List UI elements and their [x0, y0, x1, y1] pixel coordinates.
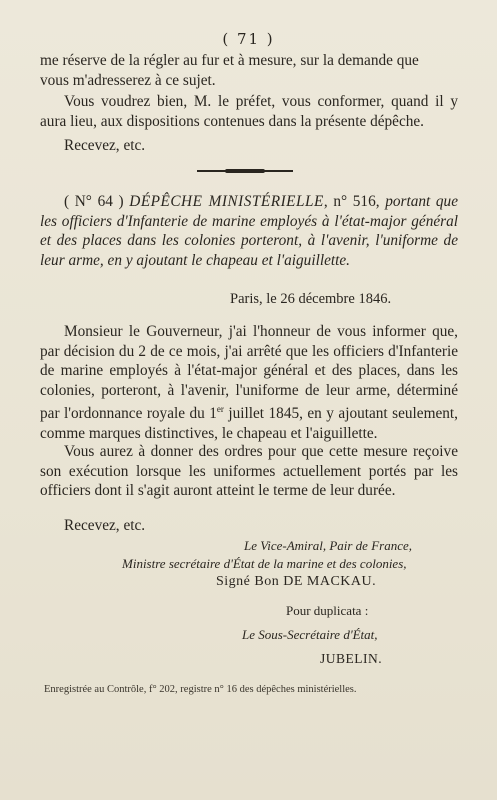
registration-footer: Enregistrée au Contrôle, f° 202, registre n° 16 des dépêches ministérielles. [44, 684, 357, 695]
page-number: ( 71 ) [222, 30, 275, 48]
continued-text [40, 51, 458, 90]
dispatch-number: ( N° 64 ) [64, 193, 124, 210]
closing-recevez-2: Recevez, etc. [64, 517, 146, 534]
text-line-1: me réserve de la régler au fur et à mesure, sur la demande que [40, 52, 419, 69]
section-separator [197, 170, 293, 172]
dateline: Paris, le 26 décembre 1846. [230, 291, 392, 307]
dispatch-heading [40, 192, 458, 270]
dispatch-ref: , n° 516, [323, 193, 386, 210]
signature-title-2: Ministre secrétaire d'État de la marine et des colonies, [122, 556, 407, 571]
sous-secretaire-title: Le Sous-Secrétaire d'État, [242, 627, 378, 642]
dispatch-subject: portant que les officiers d'Infanterie de marine employés à l'état-major général et des places dans les colonies porteront, à l'avenir, l'uniforme de leur arme, en y ajoutant le chapeau et l'aiguillette. [40, 193, 458, 269]
signature-signed: Signé Bon DE MACKAU. [216, 574, 377, 589]
duplicata-label: Pour duplicata : [286, 603, 369, 618]
dispatch-title: DÉPÊCHE MINISTÉRIELLE [129, 193, 324, 210]
closing-recevez-1: Recevez, etc. [64, 137, 146, 154]
text-line-2: vous m'adresserez à ce sujet. [40, 71, 216, 89]
signatory-name: JUBELIN. [320, 651, 383, 666]
prefect-paragraph: Vous voudrez bien, M. le préfet, vous conformer, quand il y aura lieu, aux dispositions contenues dans la présente dépêche. [40, 93, 458, 130]
body-paragraph-1: Monsieur le Gouverneur, j'ai l'honneur de vous informer que, par décision du 2 de ce mois, j'ai arrêté que les officiers d'Infanterie de marine employés à l'état-major général et des places, dans les colonies, porteront, à l'avenir, l'uniforme de leur arme, déterminé par l'ordonnance royale du 1er juillet 1845, en y ajoutant seulement, comme marques distinctives, le chapeau et l'aiguillette. [40, 323, 458, 442]
body-paragraph-2: Vous aurez à donner des ordres pour que cette mesure reçoive son exécution lorsque les uniformes actuellement portés par les officiers dont il s'agit auront atteint le terme de leur durée. [40, 443, 458, 499]
signature-title-1: Le Vice-Amiral, Pair de France, [244, 538, 412, 553]
